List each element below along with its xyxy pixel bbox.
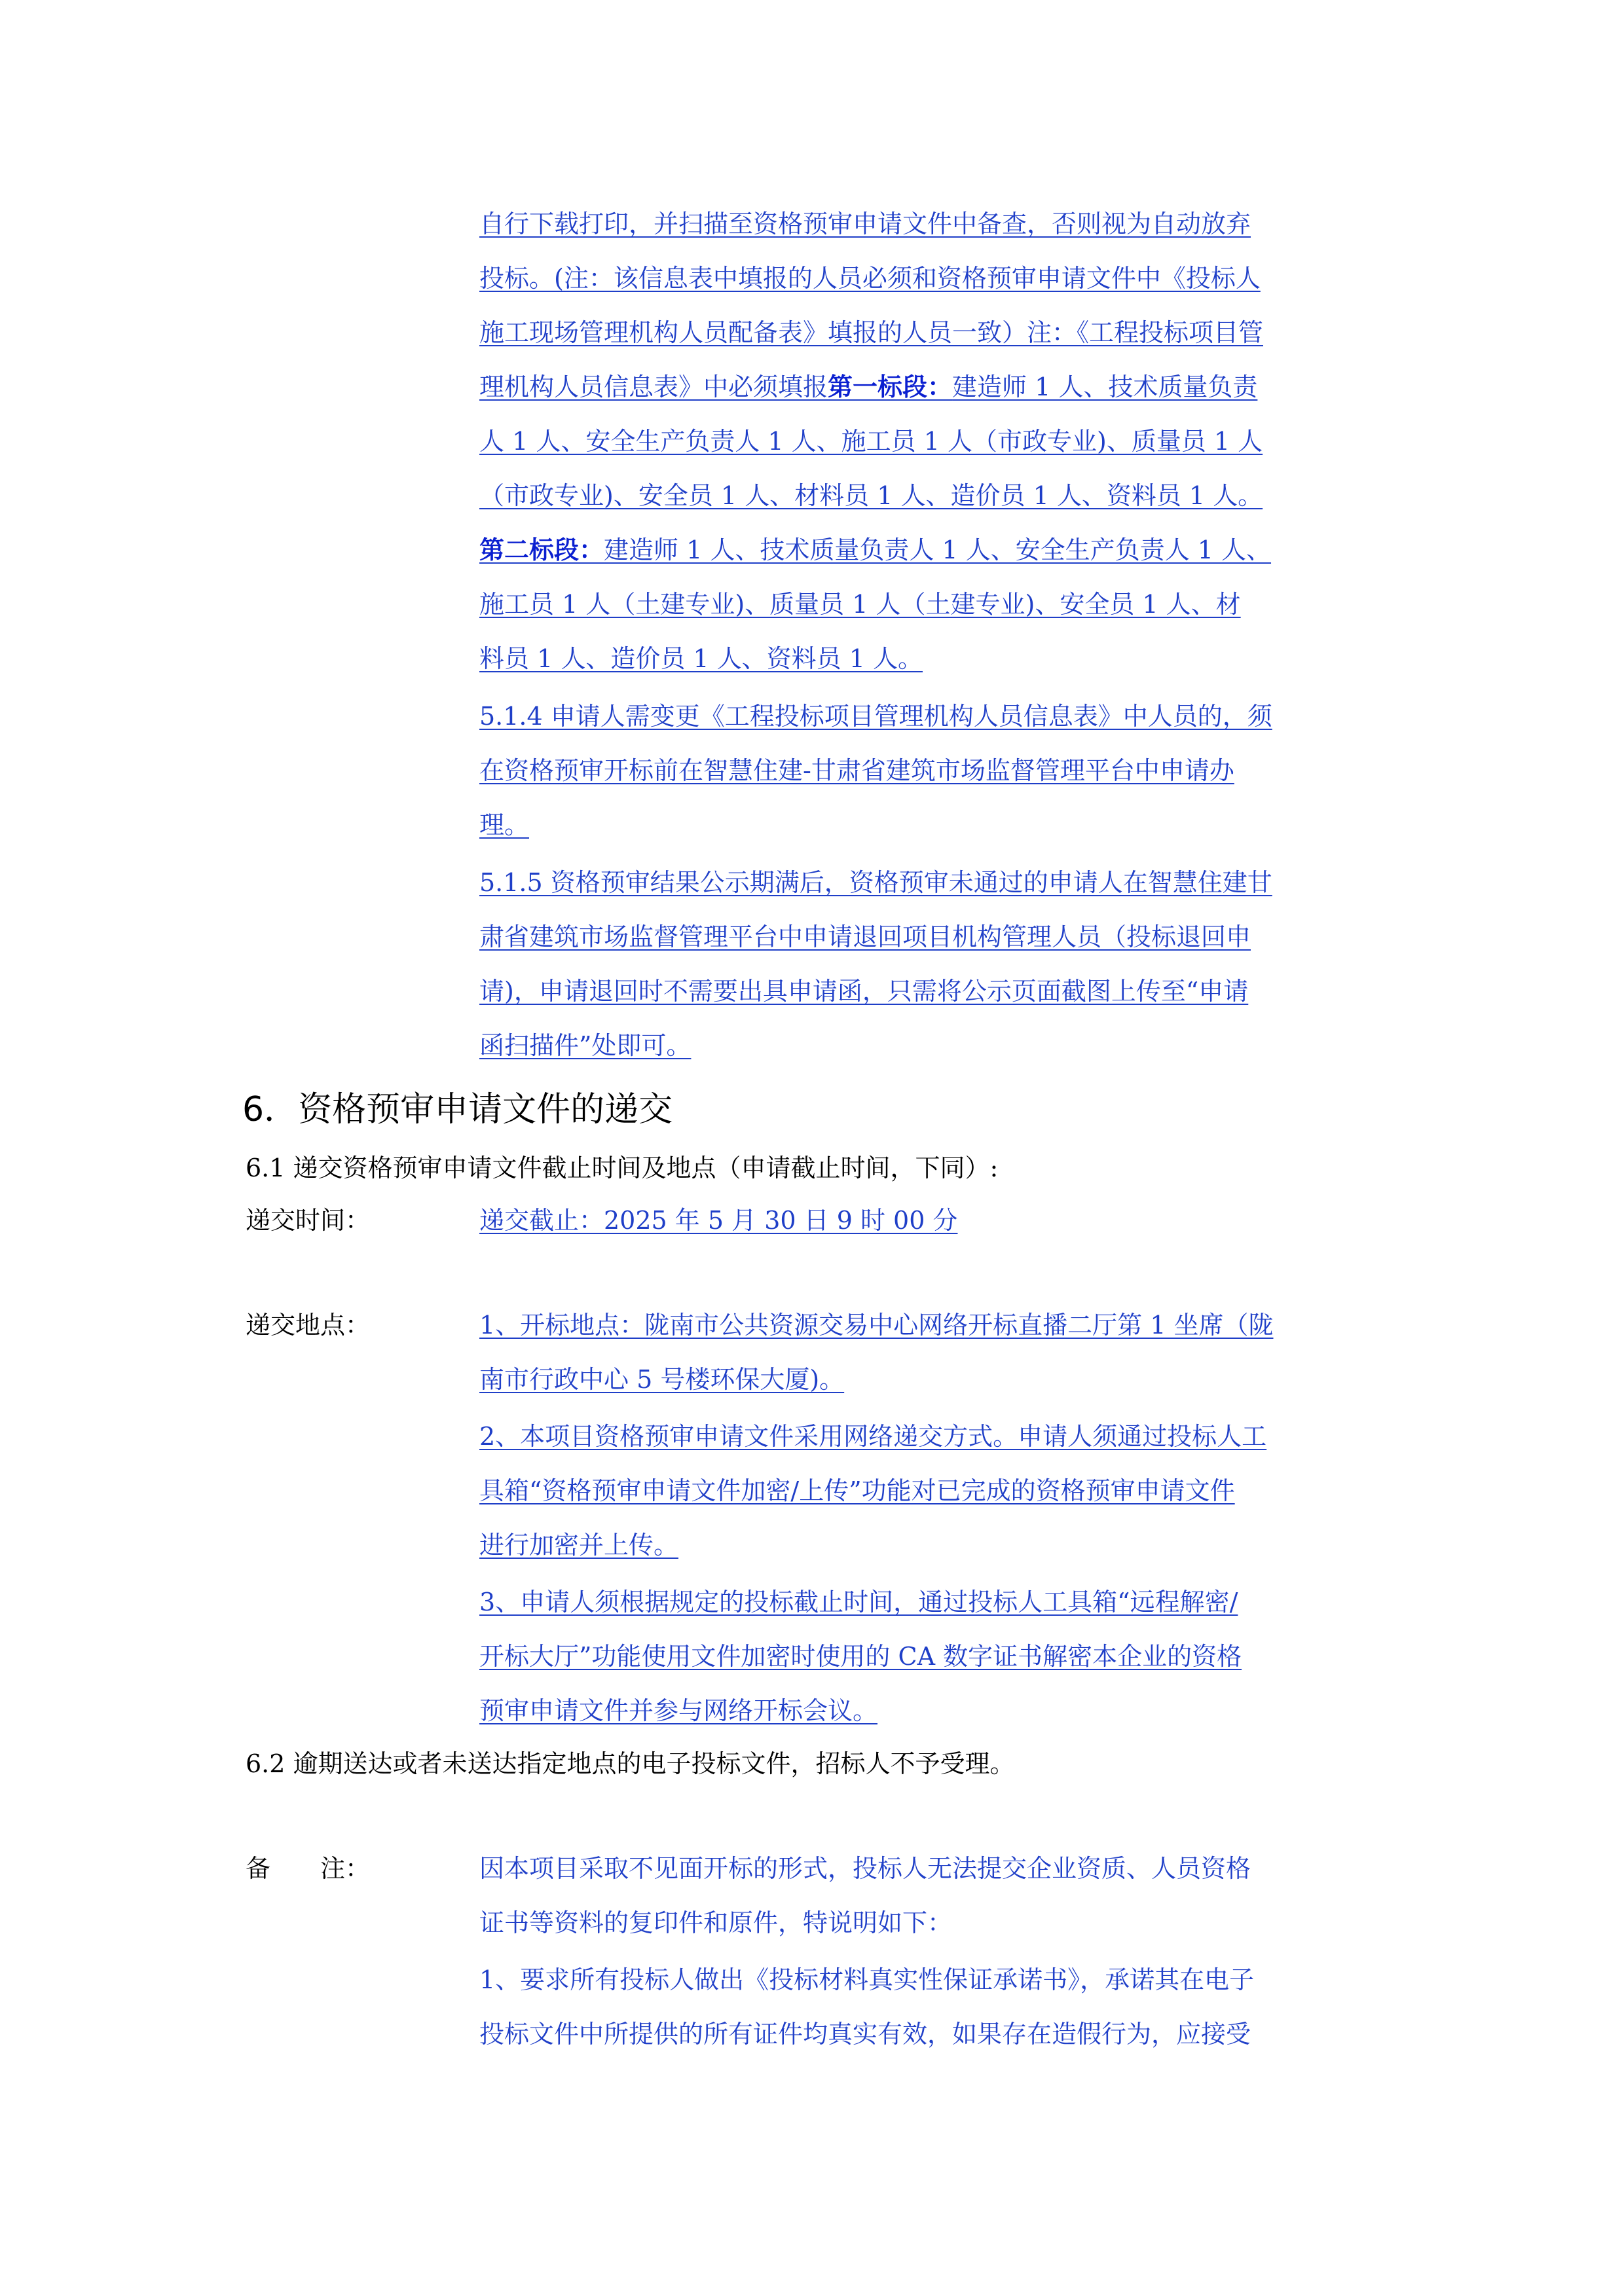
text-line: 3、申请人须根据规定的投标截止时间，通过投标人工具箱“远程解密/ [479,1588,1238,1616]
text-line: 6.1 递交资格预审申请文件截止时间及地点（申请截止时间，下同）: [246,1154,999,1182]
para-5-1-4: 5.1.4 申请人需变更《工程投标项目管理机构人员信息表》中人员的，须 [479,702,1272,731]
text-line: 投标。(注：该信息表中填报的人员必须和资格预审申请文件中《投标人 [479,264,1261,293]
label-text: 递交时间： [246,1206,371,1235]
time-text: 递交截止：2025 年 5 月 30 日 9 时 00 分 [479,1206,958,1235]
lot1-label: 第一标段： [828,372,953,401]
text-line: 6.2 逾期送达或者未送达指定地点的电子投标文件，招标人不予受理。 [246,1749,1015,1778]
text-line: 2、本项目资格预审申请文件采用网络递交方式。申请人须通过投标人工 [479,1422,1267,1451]
label-text: 备 注： [246,1854,371,1883]
text-line: 1、要求所有投标人做出《投标材料真实性保证承诺书》，承诺其在电子 [479,1965,1255,1994]
text-line: 开标大厅”功能使用文件加密时使用的 CA 数字证书解密本企业的资格 [479,1642,1242,1671]
para-5-1-4: 在资格预审开标前在智慧住建-甘肃省建筑市场监督管理平台中申请办 [479,756,1234,785]
text-line: （市政专业)、安全员 1 人、材料员 1 人、造价员 1 人、资料员 1 人。 [479,481,1263,510]
text-line [479,371,1257,403]
text-line: 因本项目采取不见面开标的形式，投标人无法提交企业资质、人员资格 [479,1854,1251,1883]
text-line: 证书等资料的复印件和原件，特说明如下： [479,1908,953,1937]
text-line: 施工现场管理机构人员配备表》填报的人员一致）注：《工程投标项目管 [479,318,1264,347]
lot2-label: 第二标段： [479,535,604,564]
text-line: 进行加密并上传。 [479,1531,679,1559]
text-line: 具箱“资格预审申请文件加密/上传”功能对已完成的资格预审申请文件 [479,1476,1235,1505]
text-line [479,534,1271,566]
para-5-1-5: 5.1.5 资格预审结果公示期满后，资格预审未通过的申请人在智慧住建甘 [479,868,1272,897]
para-5-1-5: 请)，申请退回时不需要出具申请函，只需将公示页面截图上传至“申请 [479,977,1249,1006]
text-span: 建造师 1 人、技术质量负责人 1 人、安全生产负责人 1 人、 [604,536,1272,564]
section6-heading: 6．资格预审申请文件的递交 [242,1090,673,1129]
para-5-1-5: 函扫描件”处即可。 [479,1031,692,1060]
text-line: 自行下载打印，并扫描至资格预审申请文件中备查，否则视为自动放弃 [479,210,1251,238]
text-span: 建造师 1 人、技术质量负责 [952,373,1258,401]
text-line: 投标文件中所提供的所有证件均真实有效，如果存在造假行为，应接受 [479,2020,1251,2049]
text-line: 预审申请文件并参与网络开标会议。 [479,1696,878,1725]
label-text: 递交地点： [246,1311,371,1339]
text-line: 施工员 1 人（土建专业)、质量员 1 人（土建专业)、安全员 1 人、材 [479,590,1241,619]
text-span: 理机构人员信息表》中必须填报 [479,373,828,401]
text-line: 人 1 人、安全生产负责人 1 人、施工员 1 人（市政专业)、质量员 1 人 [479,427,1263,456]
para-5-1-4: 理。 [479,811,530,839]
text-line: 料员 1 人、造价员 1 人、资料员 1 人。 [479,644,923,673]
text-line: 南市行政中心 5 号楼环保大厦)。 [479,1365,845,1394]
text-line: 1、开标地点：陇南市公共资源交易中心网络开标直播二厅第 1 坐席（陇 [479,1311,1274,1339]
para-5-1-5: 肃省建筑市场监督管理平台中申请退回项目机构管理人员（投标退回申 [479,922,1251,951]
